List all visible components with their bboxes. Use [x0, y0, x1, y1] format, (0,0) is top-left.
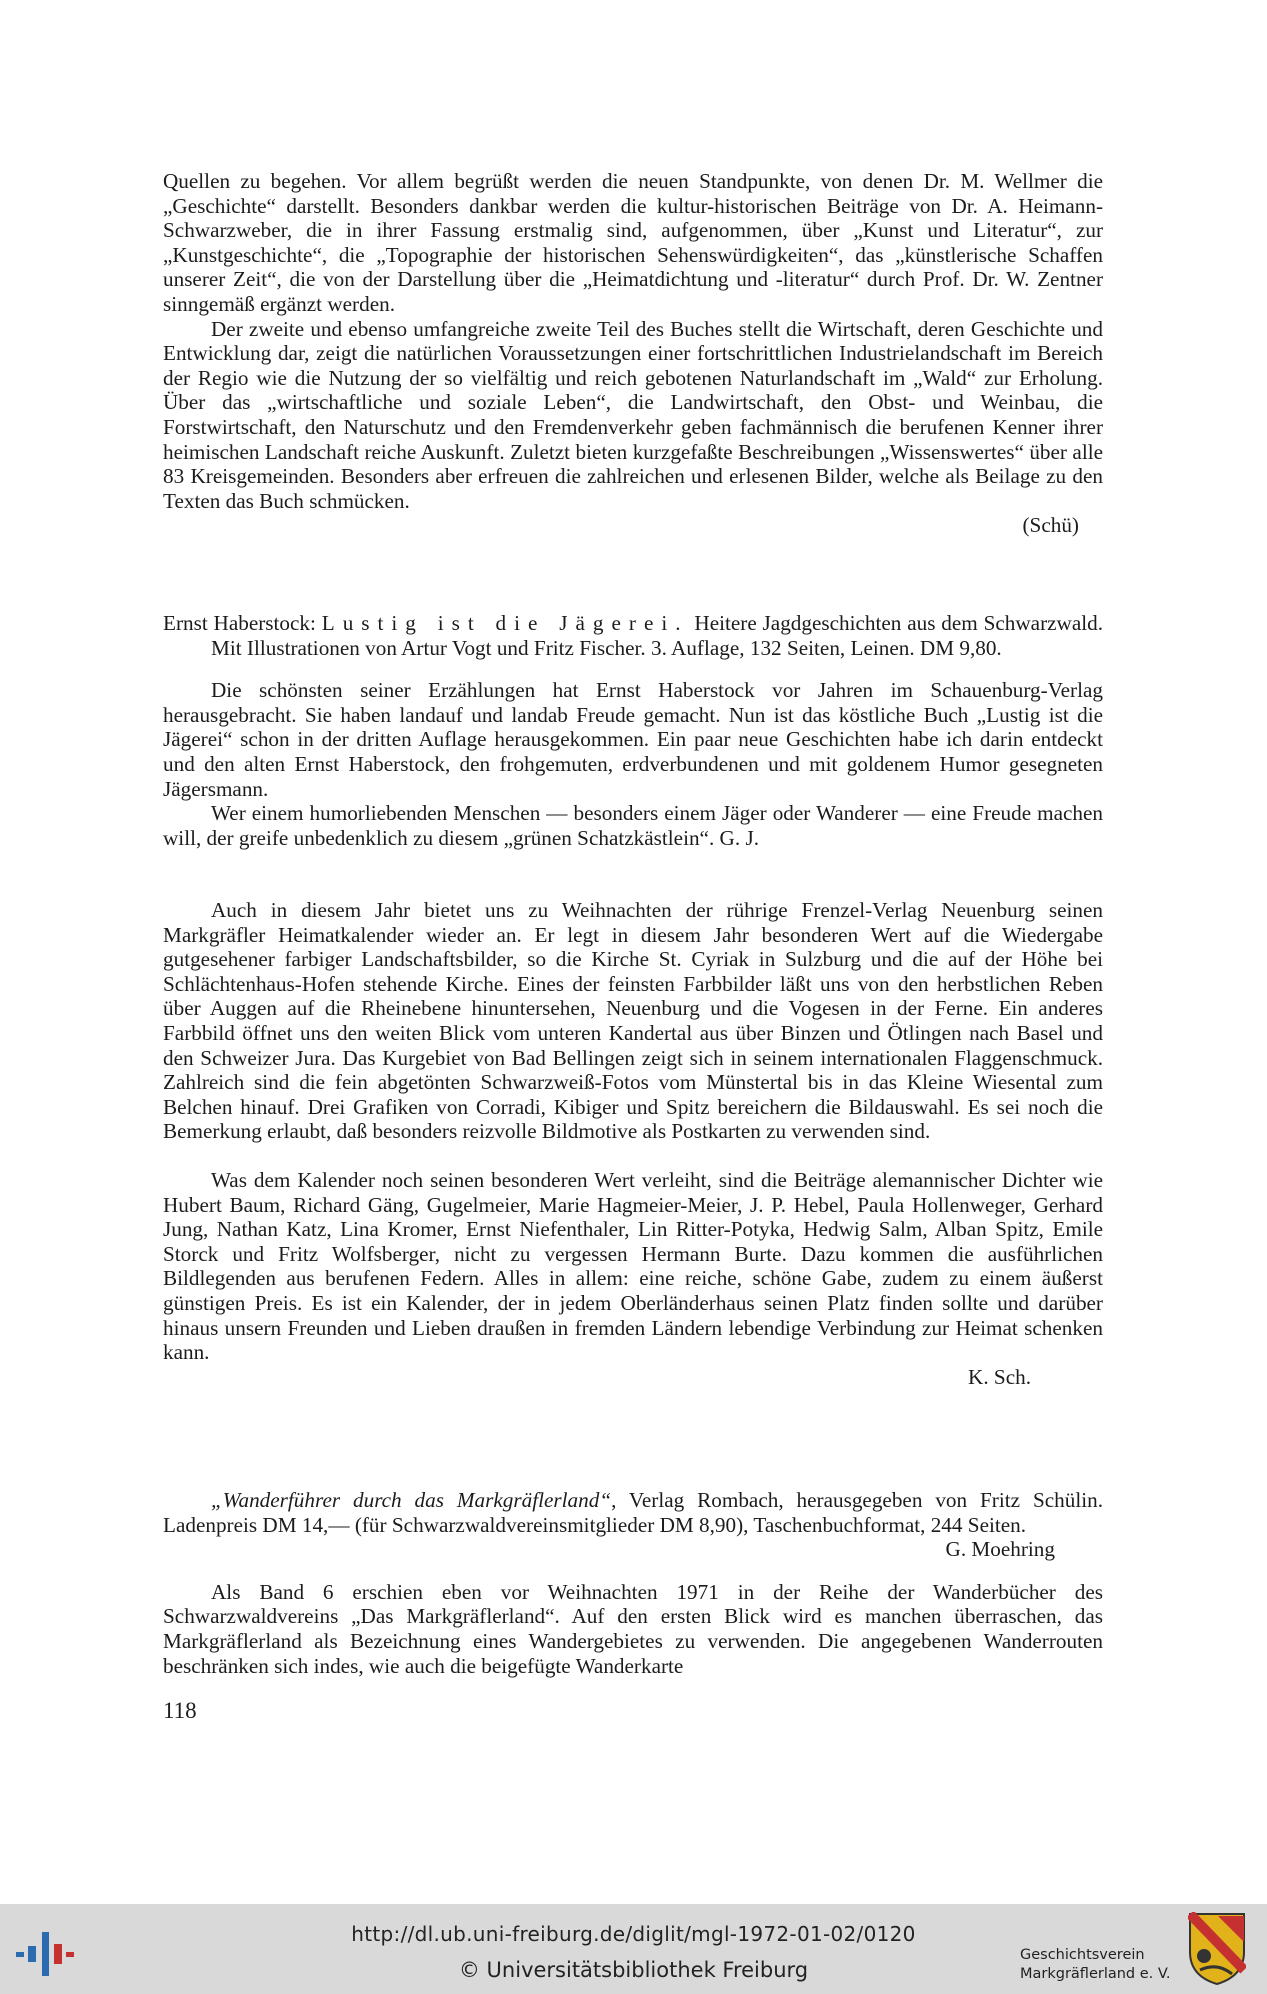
review-heimatkalender	[163, 898, 1103, 1389]
source-url-link[interactable]: http://dl.ub.uni-freiburg.de/diglit/mgl-1972-01-02/0120	[351, 1922, 916, 1946]
bibliographic-reference	[163, 611, 1103, 660]
paragraph: Der zweite und ebenso umfangreiche zweite Teil des Buches stellt die Wirtschaft, deren Geschichte und Entwicklung dar, zeigt die natürlichen Voraussetzungen einer fortschrittlichen Industrielandschaft im Bereich der Regio wie die Nutzung der so vielfältig und reich gebotenen Naturlandschaft im „Wald“ zur Erholung. Über das „wirtschaftliche und soziale Leben“, die Landwirtschaft, den Obst- und Weinbau, die Forstwirtschaft, den Naturschutz und den Fremdenverkehr geben fachmännisch die berufenen Kenner ihrer heimischen Landschaft reiche Auskunft. Zuletzt bieten kurzgefaßte Beschreibungen „Wissenswertes“ über alle 83 Kreisgemeinden. Besonders aber erfreuen die zahlreichen und erlesenen Bilder, welche als Beilage zu den Texten das Buch schmücken.	[163, 316, 1103, 513]
paragraph: Quellen zu begehen. Vor allem begrüßt werden die neuen Standpunkte, von denen Dr. M. Wellmer die „Geschichte“ darstellt. Besonders dankbar werden die kultur-historischen Beiträge von Dr. A. Heimann-Schwarzweber, die in ihrer Fassung erstmalig sind, aufgenommen, über „Kunst und Literatur“, zur „Kunstgeschichte“, die „Topographie der historischen Sehenswürdigkeiten“, das „künstlerische Schaffen unserer Zeit“, die von der Darstellung über die „Heimatdichtung und -literatur“ durch Prof. Dr. W. Zentner sinngemäß ergänzt werden.	[163, 169, 1103, 316]
coat-of-arms-icon	[1188, 1912, 1246, 1986]
reviewer-signature: K. Sch.	[968, 1364, 1031, 1389]
paragraph: Wer einem humorliebenden Menschen — besonders einem Jäger oder Wanderer — eine Freude machen will, der greife unbedenklich zu diesem „grünen Schatzkästlein“. G. J.	[163, 801, 1103, 850]
society-name-line: Markgräflerland e. V.	[1020, 1966, 1171, 1982]
signature-line	[163, 1365, 1103, 1390]
reviewer-signature: (Schü)	[1022, 513, 1079, 538]
reference-author: Ernst Haberstock:	[163, 611, 316, 635]
paragraph: Auch in diesem Jahr bietet uns zu Weihnachten der rührige Frenzel-Verlag Neuenburg seinen Markgräfler Heimatkalender wieder an. Er legt in diesem Jahr besonderen Wert auf die Wiedergabe gutgesehener farbiger Landschaftsbilder, so die Kirche St. Cyriak in Sulzburg und die auf der Höhe bei Schlächtenhaus-Hofen stehende Kirche. Eines der feinsten Farbbilder läßt uns von den herbstlichen Reben über Auggen auf die Rheinebene hinuntersehen, Neuenburg und die Vogesen in der Ferne. Ein anderes Farbbild öffnet uns den weiten Blick vom unteren Kandertal aus über Binzen und Ötlingen nach Basel und den Schweizer Jura. Das Kurgebiet von Bad Bellingen zeigt sich in seinem internationalen Flaggenschmuck. Zahlreich sind die fein abgetönten Schwarzweiß-Fotos vom Münstertal bis in das Kleine Wiesental zum Belchen hinauf. Drei Grafiken von Corradi, Kibiger und Spitz bereichern die Bildauswahl. Es sei noch die Bemerkung erlaubt, daß besonders reizvolle Bildmotive als Postkarten zu verwenden sind.	[163, 898, 1103, 1144]
review-wanderfuehrer	[163, 1488, 1103, 1678]
paragraph: Was dem Kalender noch seinen besonderen Wert verleiht, sind die Beiträge alemannischer Dichter wie Hubert Baum, Richard Gäng, Gugelmeier, Marie Hagmeier-Meier, J. P. Hebel, Paula Hollenweger, Gerhard Jung, Nathan Katz, Lina Kromer, Ernst Niefenthaler, Lin Ritter-Potyka, Hedwig Salm, Alban Spitz, Emile Storck und Fritz Wolfsberger, nicht zu vergessen Hermann Burte. Dazu kommen die ausführlichen Bildlegenden aus berufenen Federn. Alles in allem: eine reiche, schöne Gabe, zudem zu einem äußerst günstigen Preis. Es ist ein Kalender, der in jedem Oberländerhaus seinen Platz finden sollte und darüber hinaus unsern Freunden und Lieben draußen in fremden Ländern lebendige Verbindung zur Heimat schenken kann.	[163, 1167, 1103, 1365]
signature-line	[163, 1537, 1103, 1562]
society-name	[1020, 1946, 1171, 1984]
paragraph: Als Band 6 erschien eben vor Weihnachten 1971 in der Reihe der Wanderbücher des Schwarzwaldvereins „Das Markgräflerland“. Auf den ersten Blick wird es manchen überraschen, das Markgräflerland als Bezeichnung eines Wandergebietes zu verwenden. Die angegebenen Wanderrouten beschränken sich indes, wie auch die beigefügte Wanderkarte	[163, 1579, 1103, 1678]
copyright-notice: © Universitätsbibliothek Freiburg	[458, 1958, 809, 1982]
signature-line	[163, 513, 1103, 538]
page-number: 118	[163, 1698, 197, 1723]
paragraph: Die schönsten seiner Erzählungen hat Ernst Haberstock vor Jahren im Schauenburg-Verlag herausgebracht. Sie haben landauf und landab Freude gemacht. Nun ist das köstliche Buch „Lustig ist die Jägerei“ schon in der dritten Auflage herausgekommen. Ein paar neue Geschichten habe ich darin entdeckt und den alten Ernst Haberstock, den frohgemuten, erdverbundenen und mit goldenem Humor gesegneten Jägersmann.	[163, 678, 1103, 801]
bibliographic-reference	[163, 1488, 1103, 1537]
reference-details: Heitere Jagdgeschichten aus dem Schwarzwald. Mit Illustrationen von Artur Vogt und Fritz Fischer. 3. Auflage, 132 Seiten, Leinen. DM 9,80.	[211, 611, 1104, 660]
reference-title: „Wanderführer durch das Markgräflerland“	[211, 1488, 612, 1512]
review-lustig-ist-die-jaegerei	[163, 611, 1103, 850]
society-name-line: Geschichtsverein	[1020, 1947, 1145, 1963]
review-regio-book	[163, 169, 1103, 538]
digitization-footer	[0, 1904, 1267, 1994]
reference-title: Lustig ist die Jägerei.	[321, 611, 689, 635]
reviewer-signature: G. Moehring	[945, 1537, 1055, 1562]
reference-details: , Verlag Rombach, herausgegeben von Fritz Schülin. Ladenpreis DM 14,— (für Schwarzwaldvereinsmitglieder DM 8,90), Taschenbuchformat, 244 Seiten.	[163, 1488, 1103, 1537]
